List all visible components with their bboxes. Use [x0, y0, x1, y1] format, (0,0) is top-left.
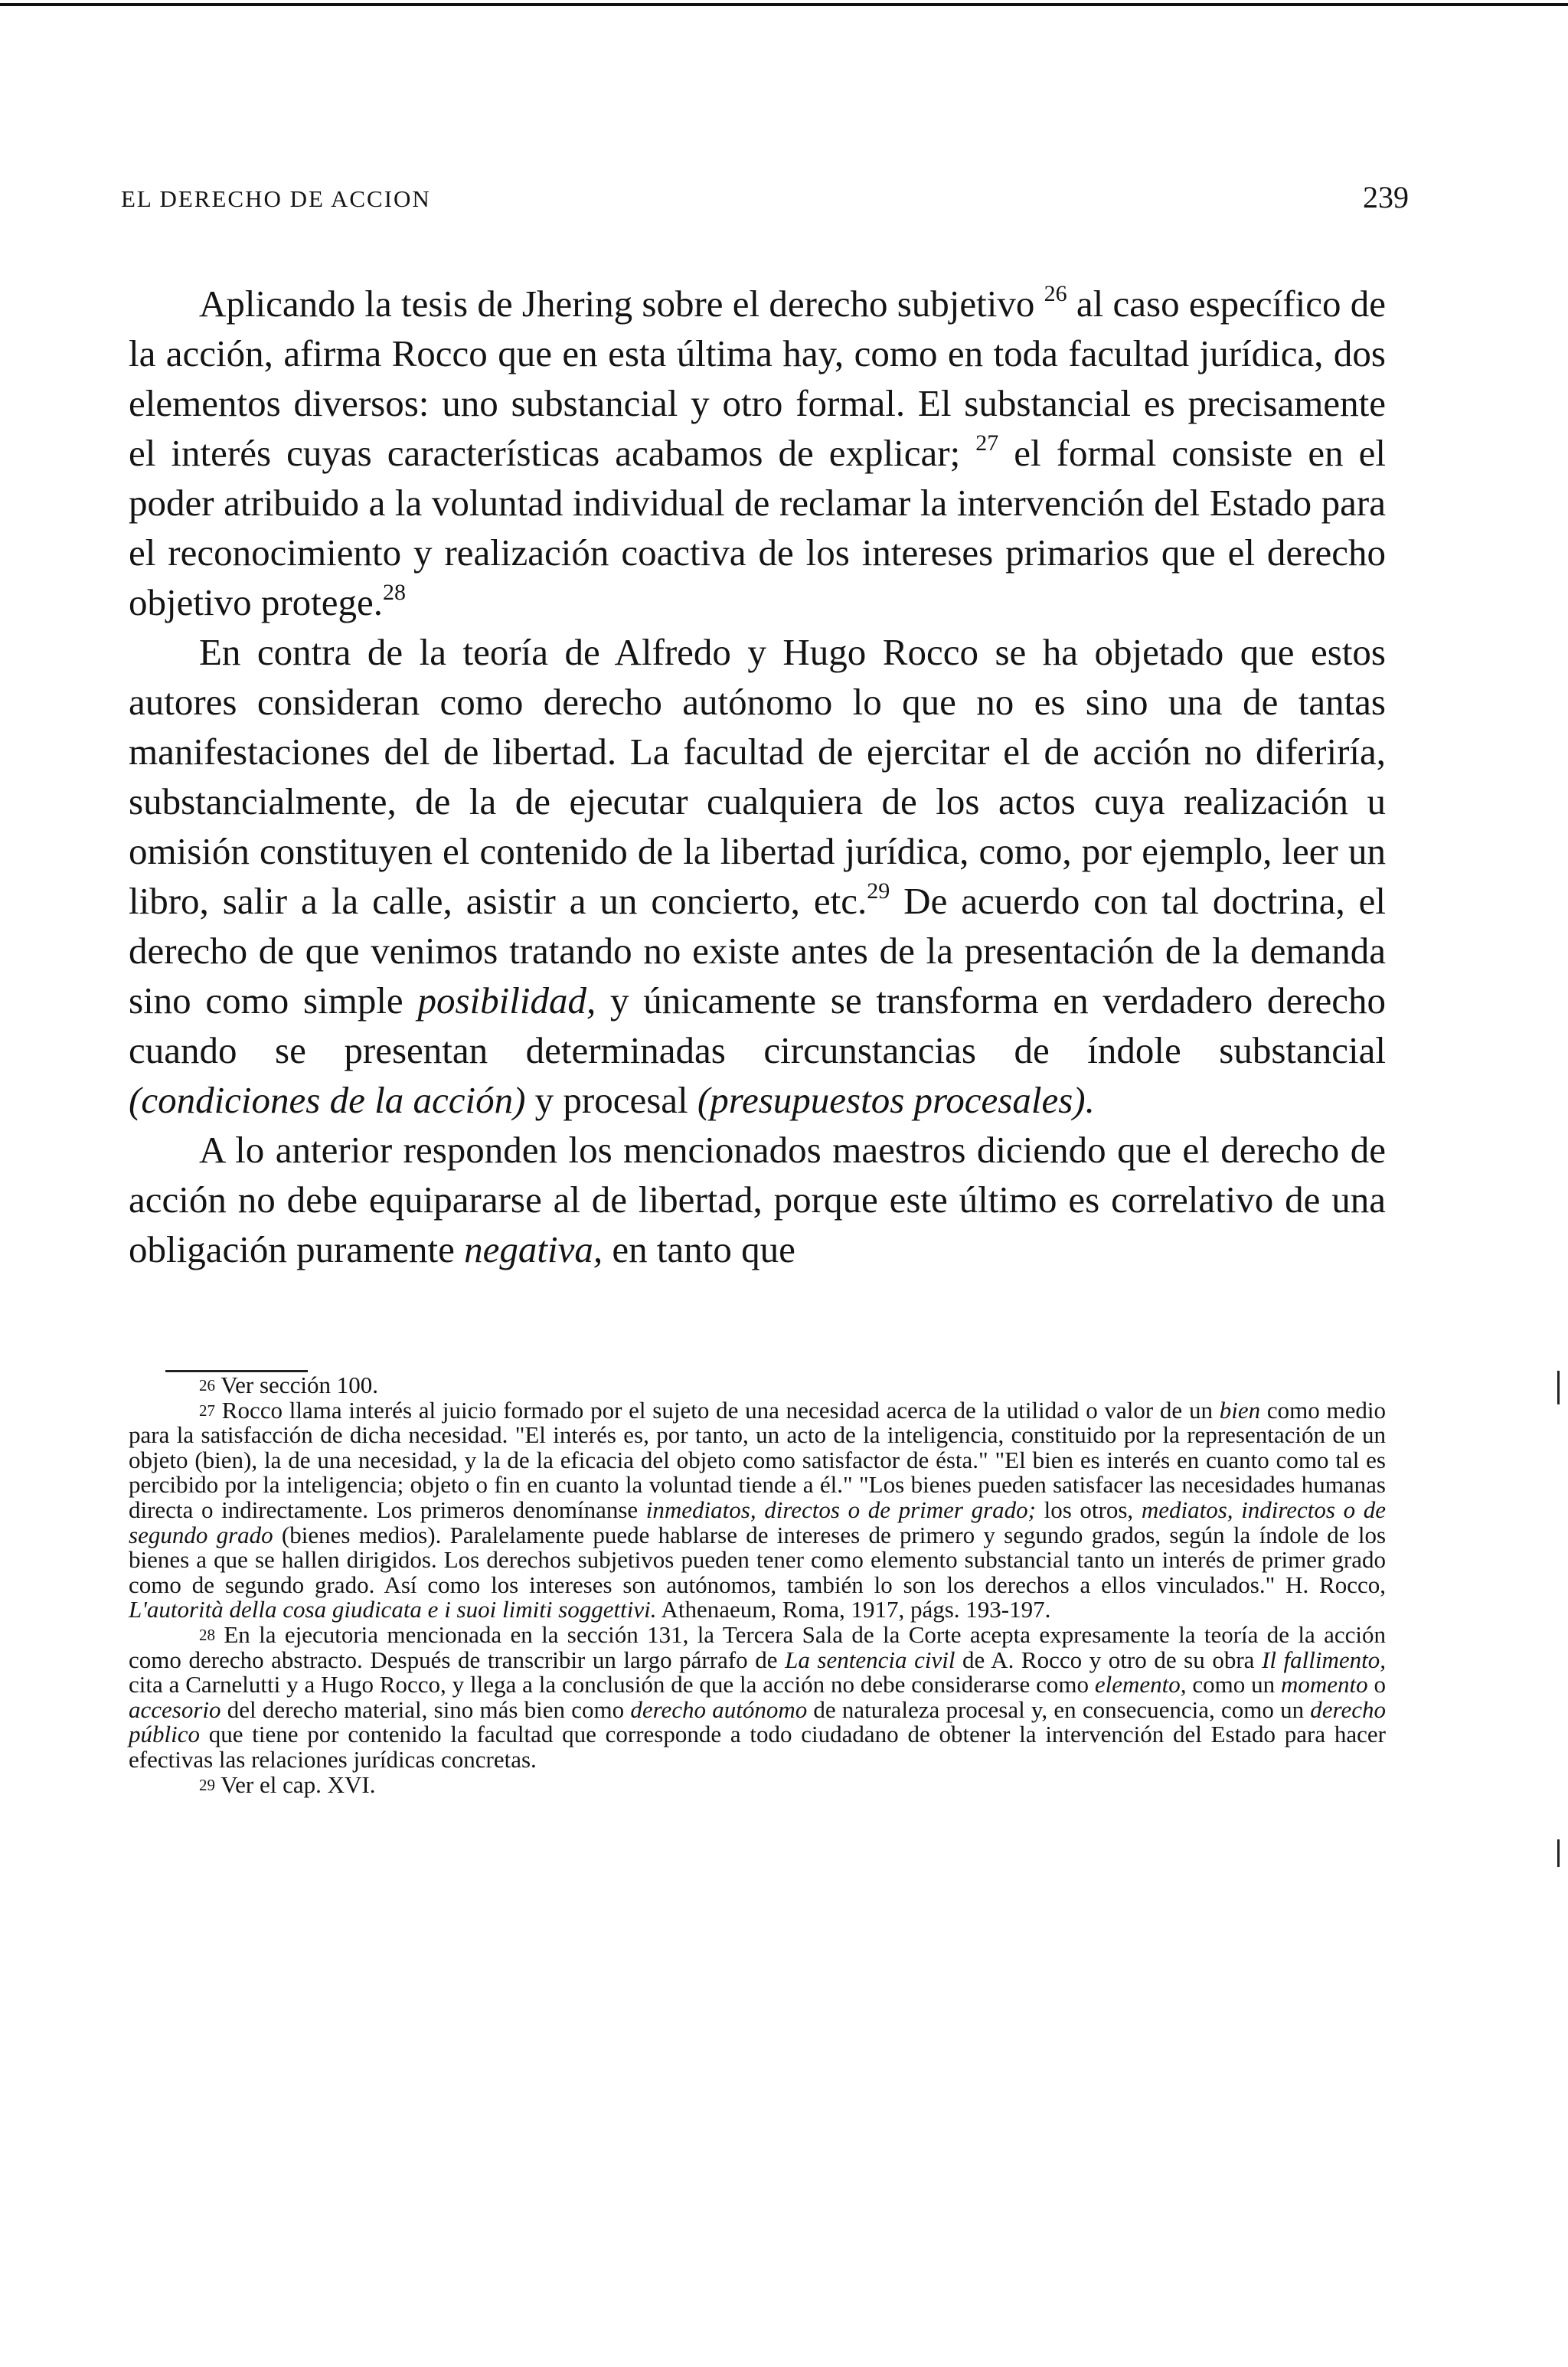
text-run: de A. Rocco y otro de su obra — [955, 1646, 1262, 1673]
footnote-ref: 26 — [1044, 281, 1067, 306]
text-run: que tiene por contenido la facultad que corresponde a todo ciudadano de obtener la intervención del Estado para hacer efectivas las relaciones jurídicas concretas. — [129, 1721, 1386, 1773]
text-run: Athenaeum, Roma, 1917, págs. 193-197. — [656, 1596, 1051, 1623]
text-run: A lo anterior responden los mencionados maestros diciendo que el derecho de acción no debe equipararse al de libertad, porque este último es correlativo de una obligación puramente — [129, 1129, 1386, 1270]
text-run: del derecho material, sino más bien como — [220, 1695, 631, 1723]
text-run: cita a Carnelutti y a Hugo Rocco, y llega a la conclusión de que la acción no debe considerarse como — [129, 1671, 1095, 1698]
text-run: y únicamente se transforma en verdadero derecho cuando se presentan determinadas circunstancias de índole substancial — [129, 979, 1386, 1071]
italic-term: posibilidad, — [417, 979, 596, 1022]
text-run: o — [1367, 1671, 1386, 1698]
text-run: como un — [1186, 1671, 1281, 1698]
text-run: Aplicando la tesis de Jhering sobre el derecho subjetivo — [199, 283, 1044, 325]
top-edge-line — [0, 3, 1568, 6]
italic-term: derecho público — [129, 1695, 1386, 1748]
footnote — [129, 1373, 1386, 1398]
italic-term: bien — [1219, 1396, 1261, 1424]
text-run: de naturaleza procesal y, en consecuencia, como un — [807, 1695, 1311, 1723]
footnote-number: 27 — [199, 1401, 215, 1420]
italic-title: L'autorità della cosa giudicata e i suoi limiti soggettivi. — [129, 1596, 657, 1623]
italic-term: accesorio — [129, 1695, 221, 1723]
italic-term: elemento, — [1094, 1671, 1187, 1698]
footnotes — [129, 1373, 1386, 1797]
italic-term: mediatos, indirectos o de segundo grado — [129, 1496, 1386, 1548]
footnote — [129, 1770, 1386, 1798]
margin-mark — [1557, 1839, 1560, 1867]
text-run: los otros, — [1036, 1496, 1142, 1523]
italic-title: La sentencia civil — [785, 1646, 956, 1673]
italic-term: derecho autónomo — [630, 1695, 808, 1723]
margin-mark — [1557, 1371, 1560, 1404]
footnote-ref: 28 — [383, 580, 407, 605]
footnote — [129, 1620, 1386, 1773]
text-run: En la ejecutoria mencionada en la sección 131, la Tercera Sala de la Corte acepta expresamente la teoría de la acción como derecho abstracto. Después de transcribir un largo párrafo de — [129, 1620, 1386, 1673]
text-run: como medio para la satisfacción de dicha necesidad. "El interés es, por tanto, un acto de la inteligencia, constituido por la representación de un objeto (bien), la de una necesidad, y la de la eficacia del objeto como satisfactor de ésta." "El bien es interés en cuanto como tal es percibido por la inteligencia; objeto o fin en cuanto la voluntad tiende a él." "Los bienes pueden satisfacer las necesidades humanas directa o indirectamente. Los primeros denomínanse — [129, 1396, 1387, 1523]
footnote-number: 26 — [199, 1376, 215, 1394]
page-number: 239 — [1363, 180, 1409, 214]
footnote-number: 28 — [199, 1625, 215, 1644]
page-header — [0, 179, 1568, 225]
footnote — [129, 1398, 1386, 1623]
text-run: De acuerdo con tal doctrina, el derecho de que venimos tratando no existe antes de la presentación de la demanda sino como simple — [129, 880, 1387, 1022]
italic-title: Il fallimento, — [1262, 1646, 1386, 1673]
text-run: (bienes medios). Paralelamente puede hablarse de intereses de primero y segundo grados, según la índole de los bienes a que se hallen dirigidos. Los derechos subjetivos pueden tener como elemento substancial tanto un interés de primer grado como de segundo grado. Así como los intereses son autónomos, también lo son los derechos a ellos vinculados." H. Rocco, — [129, 1521, 1387, 1598]
italic-term: (condiciones de la acción) — [129, 1079, 526, 1121]
paragraph — [129, 279, 1386, 627]
text-run: y procesal — [525, 1079, 697, 1121]
italic-term: (presupuestos procesales). — [697, 1079, 1095, 1121]
italic-term: momento — [1280, 1671, 1368, 1698]
italic-term: negativa, — [464, 1228, 603, 1270]
text-run: en tanto que — [603, 1228, 795, 1270]
text-run: Rocco llama interés al juicio formado por el sujeto de una necesidad acerca de la utilidad o valor de un — [221, 1396, 1220, 1424]
footnote-ref: 29 — [867, 878, 890, 904]
paragraph — [129, 627, 1386, 1125]
footnote-ref: 27 — [975, 430, 999, 456]
running-head: EL DERECHO DE ACCION — [121, 185, 431, 212]
main-text — [129, 279, 1386, 1274]
text-run: Ver el cap. XVI. — [220, 1770, 376, 1798]
text-run: Ver sección 100. — [220, 1371, 378, 1398]
footnote-number: 29 — [199, 1775, 215, 1794]
text-run: al caso específico de la acción, afirma Rocco que en esta última hay, como en toda facultad jurídica, dos elementos diversos: uno substancial y otro formal. El substancial es precisamente el interés cuyas características acabamos de explicar; — [129, 283, 1386, 474]
text-run: En contra de la teoría de Alfredo y Hugo Rocco se ha objetado que estos autores consideran como derecho autónomo lo que no es sino una de tantas manifestaciones del de libertad. La facultad de ejercitar el de acción no diferiría, substancialmente, de la de ejecutar cualquiera de los actos cuya realización u omisión constituyen el contenido de la libertad jurídica, como, por ejemplo, leer un libro, salir a la calle, asistir a un concierto, etc. — [129, 631, 1386, 922]
italic-term: inmediatos, directos o de primer grado; — [645, 1496, 1036, 1523]
paragraph — [129, 1125, 1386, 1274]
text-run: el formal consiste en el poder atribuido a la voluntad individual de reclamar la intervención del Estado para el reconocimiento y realización coactiva de los intereses primarios que el derecho objetivo protege. — [129, 432, 1386, 623]
